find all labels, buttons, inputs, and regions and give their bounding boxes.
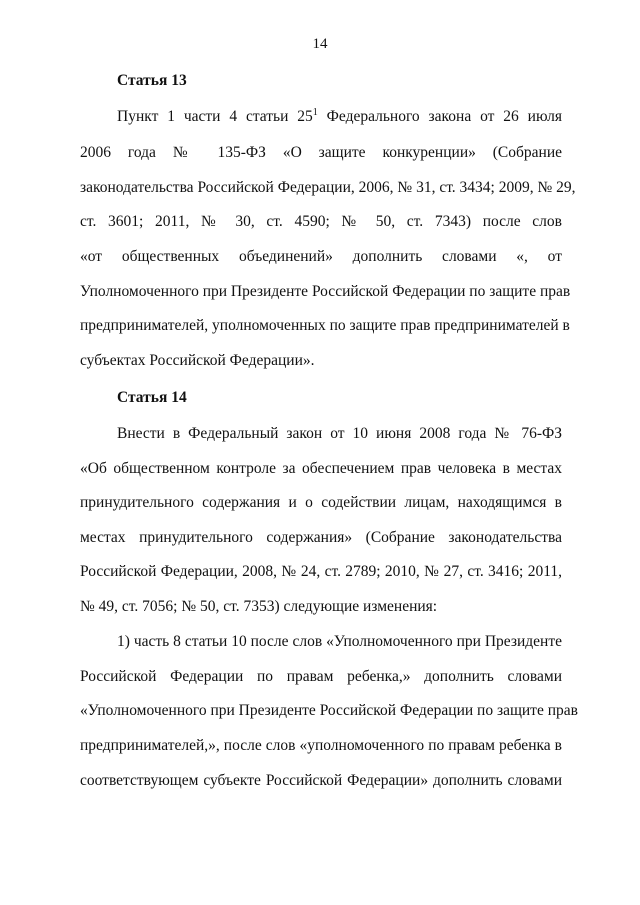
article-13-line-2: 2006 года № 135-ФЗ «О защите конкуренции» (Собрание — [80, 144, 562, 161]
article-13-line-6: Уполномоченного при Президенте Российской Федерации по защите прав — [80, 283, 571, 300]
article-13-line-5: «от общественных объединений» дополнить словами «, от — [80, 248, 562, 265]
superscript: 1 — [312, 107, 318, 118]
article-14-line-3: принудительного содержания и о содействии лицам, находящимся в — [80, 494, 562, 511]
article-13-line-3: законодательства Российской Федерации, 2006, № 31, ст. 3434; 2009, № 29, — [80, 179, 576, 196]
article-14-line-6: № 49, ст. 7056; № 50, ст. 7353) следующие изменения: — [80, 598, 438, 615]
article-14-line-1: Внести в Федеральный закон от 10 июня 2008 года № 76-ФЗ — [117, 425, 562, 442]
item-1-line-1: 1) часть 8 статьи 10 после слов «Уполномоченного при Президенте — [117, 633, 562, 650]
article-13-line-1-tail: Федерального закона от 26 июля — [326, 108, 563, 125]
item-1-line-3: «Уполномоченного при Президенте Российской Федерации по защите прав — [80, 702, 578, 719]
article-13-heading: Статья 13 — [117, 72, 187, 89]
article-13-line-1-start: Пункт 1 части 4 статьи 25 — [117, 108, 313, 125]
article-13-line-8: субъектах Российской Федерации». — [80, 352, 315, 369]
item-1-line-4: предпринимателей,», после слов «уполномоченного по правам ребенка в — [80, 737, 562, 754]
item-1-line-5: соответствующем субъекте Российской Федерации» дополнить словами — [80, 772, 562, 789]
article-13-line-4: ст. 3601; 2011, № 30, ст. 4590; № 50, ст. 7343) после слов — [80, 213, 562, 230]
article-14-line-4: местах принудительного содержания» (Собрание законодательства — [80, 529, 562, 546]
article-14-heading: Статья 14 — [117, 389, 187, 406]
article-14-line-5: Российской Федерации, 2008, № 24, ст. 2789; 2010, № 27, ст. 3416; 2011, — [80, 563, 562, 580]
item-1-line-2: Российской Федерации по правам ребенка,» дополнить словами — [80, 668, 562, 685]
article-14-line-2: «Об общественном контроле за обеспечением прав человека в местах — [80, 460, 562, 477]
article-13-line-7: предпринимателей, уполномоченных по защите прав предпринимателей в — [80, 317, 570, 334]
article-13-line-1 — [117, 108, 562, 126]
page-number: 14 — [312, 36, 328, 52]
